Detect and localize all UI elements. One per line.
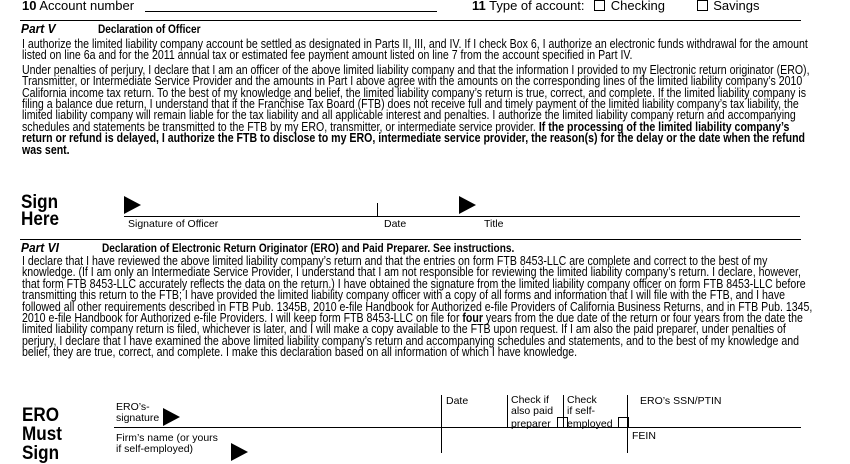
title-arrow-icon [459,196,476,214]
firm-name-label [116,433,218,455]
officer-signature-field[interactable] [124,216,800,217]
ero-check-paid-divider [507,395,508,427]
fein-label: FEIN [632,430,656,442]
account-type-label: Type of account: [489,0,585,13]
ero-ssn-divider [627,395,628,453]
ero-word: ERO [22,405,60,426]
check-paid-line-1: Check if [511,394,549,406]
part-vi-text-1: I declare that I have reviewed the above limited liability company’s return and that the entries on form FTB 8453-LLC are complete and correct to the best of my knowledge. (If I am only an Intermediate Service Provider, I understand that I am not responsible for reviewing the limited liability company’s return. I declare, however, that form FTB 8453-LLC accurately reflects the data on the return.) I have obtained the signature from the limited liability company officer on form FTB 8453-LLC before transmitting this return to the FTB; I have provided the limited liability company officer with a copy of all forms and information that I will file with the FTB, and I have followed all other requirements described in FTB Pub. 1345B, 2010 e-file Handbook for Authorized e-file Providers of California Business Returns, and in FTB Pub. 1345, 2010 e-file Handbook for Authorized e-file Providers. I will keep form FTB 8453-LLC on file for [22,254,813,326]
ero-signature-label-1: ERO’s- [116,401,150,413]
ero-row-divider [441,427,801,428]
check-self-line-2: if self- [567,405,596,417]
part-v-label: Part V [21,21,56,36]
here-word: Here [21,209,60,230]
firm-name-label-2: if self-employed) [116,443,194,455]
part-v-paragraph-2: Under penalties of perjury, I declare that I am an officer of the above limited liability company and that the information I provided to my Electronic return originator (ERO), Transmitter, or Intermediate Service Provider and the amounts in Part I above agree with the amounts on the corresponding lines of the limited liability company’s 2010 California income tax return. To the best of my knowledge and belief, the limited liability company’s return is true, correct, and complete. If the limited liability company is filing a balance due return, I understand that if the Franchise Tax Board (FTB) does not receive full and timely payment of the limited liability company’s tax liability, the limited liability company will remain liable for the tax liability and all applicable interest and penalties. I authorize the limited liability company return and accompanying schedules and statements be transmitted to the FTB by my ERO, transmitter, or intermediate service provider. [22,62,810,134]
account-type-num: 11 [472,0,486,13]
check-paid-line-3-text: preparer [511,418,551,430]
part-v-title: Declaration of Officer [98,22,201,36]
checking-checkbox[interactable] [594,0,605,11]
sign-word-ero: Sign [22,443,60,464]
signature-date-label: Date [384,218,407,230]
savings-checkbox[interactable] [697,0,708,11]
must-word: Must [22,424,62,445]
check-self-line-1: Check [567,394,597,406]
ero-signature-arrow-icon [163,408,180,426]
part-vi-label: Part VI [21,240,59,255]
account-number-label: Account number [39,0,135,13]
sign-word: Sign [21,192,59,213]
account-number-num: 10 [22,0,37,13]
checking-label: Checking [610,0,665,13]
ero-signature-label [116,402,159,424]
part-v-paragraph-1: I authorize the limited liability company account be settled as designated in Parts II, III, and IV. If I check Box 6, I authorize an electronic funds withdrawal for the amount listed on line 6a and for the 2011 annual tax or estimated fee payment amount listed on line 7 from the account specified in Part IV. [22,37,808,63]
ero-must-sign-label [22,406,62,463]
part-vi-body [22,256,820,359]
part-vi-title: Declaration of Electronic Return Originator (ERO) and Paid Preparer. See instructions. [102,241,515,255]
check-self-line-3 [567,417,629,430]
ero-date-divider [441,395,442,453]
account-number-field[interactable] [145,11,437,12]
sign-here-label [21,194,59,228]
part-vi-paragraph [22,256,820,359]
part-vi-text-2: years from the due date of the return or four years from the date the limited liability company return is filed, whichever is later, and I will make a copy available to the FTB upon request. If I am also the paid preparer, under penalties of perjury, I declare that I have examined the above limited liability company’s return and accompanying schedules and statements, and to the best of my knowledge and belief, they are true, correct, and complete. I make this declaration based on all information of which I have knowledge. [22,311,803,360]
account-number-row [22,0,134,13]
check-paid-line-2: also paid [511,405,554,417]
check-self-employed-label [567,395,629,430]
part-v-header [20,20,801,35]
savings-label: Savings [713,0,760,13]
part-vi-four-years: four [462,311,483,326]
signature-date-divider [377,203,378,216]
officer-title-label: Title [484,218,504,230]
firm-name-label-1: Firm’s name (or yours [116,432,218,444]
part-v-body [22,39,820,156]
check-paid-line-3 [511,417,568,430]
firm-name-arrow-icon [231,443,248,461]
account-type-row [472,0,760,13]
ero-ssn-ptin-label: ERO’s SSN/PTIN [640,395,722,407]
check-paid-preparer-label [511,395,568,430]
sign-arrow-icon [124,196,141,214]
ero-signature-field[interactable] [114,427,441,428]
part-vi-header [20,239,801,254]
check-self-line-3-text: employed [567,418,613,430]
signature-of-officer-label: Signature of Officer [128,218,219,230]
ero-signature-label-2: signature [116,412,160,424]
part-v-paragraph-2-bold: If the processing of the limited liability company’s return or refund is delayed, I authorize the FTB to disclose to my ERO, intermediate service provider, the reason(s) for the delay or the date when the refund was sent. [22,119,805,157]
ero-date-label: Date [446,395,469,407]
ero-check-self-divider [563,395,564,427]
part-v-paragraph-2-container [22,62,820,157]
